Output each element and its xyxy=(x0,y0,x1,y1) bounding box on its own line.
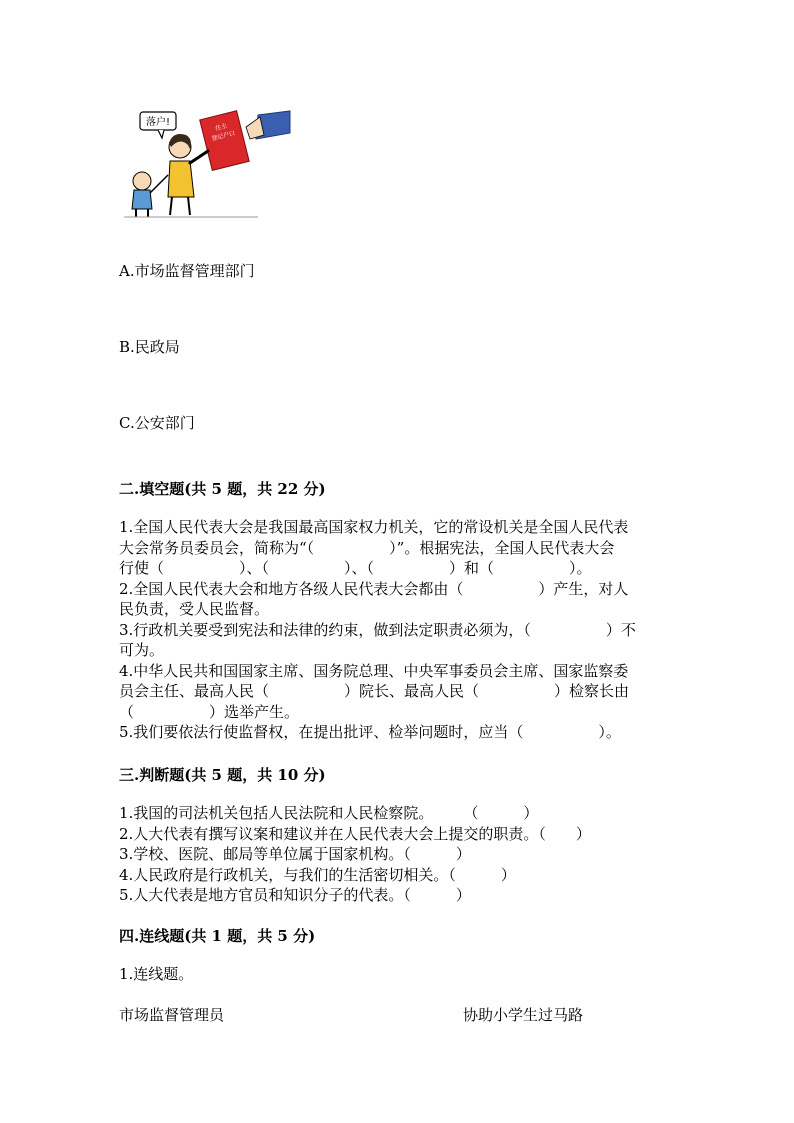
svg-text:登记户口: 登记户口 xyxy=(210,129,236,143)
fill-blank-line: 2.全国人民代表大会和地方各级人民代表大会都由（ ）产生，对人 xyxy=(119,579,629,598)
option-c: C.公安部门 xyxy=(119,414,195,432)
svg-text:住主: 住主 xyxy=(214,122,228,133)
fill-blank-line: 员会主任、最高人民（ ）院长、最高人民（ ）检察长由 xyxy=(119,682,630,700)
fill-blank-line: 3.行政机关要受到宪法和法律的约束，做到法定职责必须为，（ ）不 xyxy=(119,620,636,639)
section-heading-fill-blank: 二.填空题(共 5 题，共 22 分) xyxy=(119,480,326,498)
judge-questions xyxy=(119,803,679,906)
fill-blank-line: 1.全国人民代表大会是我国最高国家权力机关，它的常设机关是全国人民代表 xyxy=(119,518,629,536)
match-left-item: 市场监督管理员 xyxy=(119,1006,225,1024)
match-question: 1.连线题。 xyxy=(119,965,194,983)
child-head xyxy=(133,172,151,190)
section-heading-match: 四.连线题(共 1 题，共 5 分) xyxy=(119,927,316,945)
fill-blank-line: 可为。 xyxy=(119,641,165,659)
section-heading-judge: 三.判断题(共 5 题，共 10 分) xyxy=(119,766,326,784)
registration-cartoon xyxy=(118,105,293,221)
question-illustration xyxy=(118,105,293,221)
judge-line: 4.人民政府是行政机关，与我们的生活密切相关。（ ） xyxy=(119,865,516,884)
option-a: A.市场监督管理部门 xyxy=(119,262,255,280)
judge-line: 2.人大代表有撰写议案和建议并在人民代表大会上提交的职责。（ ） xyxy=(119,824,591,843)
judge-line: 5.人大代表是地方官员和知识分子的代表。（ ） xyxy=(119,886,471,904)
fill-blank-line: 行使（ ）、（ ）、（ ）和（ ）。 xyxy=(119,559,592,577)
household-register-booklet xyxy=(200,111,249,171)
match-right-item: 协助小学生过马路 xyxy=(463,1006,584,1024)
fill-blank-line: （ ）选举产生。 xyxy=(119,702,300,721)
fill-blank-line: 民负责，受人民监督。 xyxy=(119,600,270,618)
judge-line: 1.我国的司法机关包括人民法院和人民检察院。 （ ） xyxy=(119,804,539,822)
fill-blank-line: 大会常务员委员会，简称为“（ ）”。根据宪法，全国人民代表大会 xyxy=(119,538,615,557)
speech-bubble-text: 落户! xyxy=(145,117,171,128)
fill-blank-line: 5.我们要依法行使监督权，在提出批评、检举问题时，应当（ ）。 xyxy=(119,723,621,741)
fill-blank-line: 4.中华人民共和国国家主席、国务院总理、中央军事委员会主席、国家监察委 xyxy=(119,661,629,680)
judge-line: 3.学校、医院、邮局等单位属于国家机构。（ ） xyxy=(119,845,471,863)
fill-blank-questions xyxy=(119,517,679,743)
option-b: B.民政局 xyxy=(119,338,180,356)
